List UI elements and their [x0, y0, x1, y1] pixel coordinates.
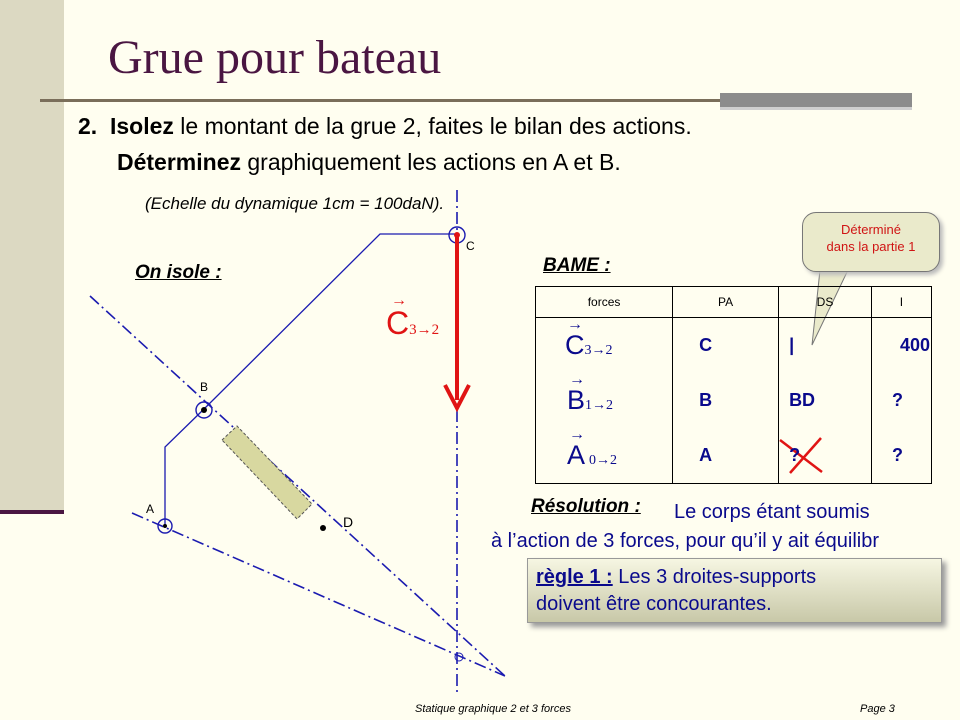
force-subscript: 3→2: [409, 322, 440, 338]
resolution-title: Résolution :: [531, 496, 641, 517]
i-cell: ?: [871, 428, 931, 484]
instruction-verb-1: Isolez: [109, 113, 174, 139]
rule-box: [527, 558, 942, 623]
vector-letter: B: [567, 385, 586, 415]
page-number: Page 3: [860, 703, 895, 715]
ds-cell: |: [779, 318, 872, 374]
resolution-text-1: Le corps étant soumis: [674, 501, 870, 523]
vector-b: [567, 371, 614, 416]
table-row: [536, 428, 932, 484]
table-row: [536, 373, 932, 428]
rule-label: règle 1 :: [536, 566, 613, 588]
pa-cell: C: [673, 318, 779, 374]
point-a-dot: [163, 524, 167, 528]
header-i: I: [871, 287, 931, 318]
vector-letter: A: [567, 440, 586, 470]
vector-subscript: 0→2: [589, 453, 618, 468]
callout-note: [802, 212, 940, 272]
bame-header-row: [536, 287, 932, 318]
vector-subscript: 1→2: [585, 398, 614, 413]
force-vector-arrow-icon: →: [391, 292, 407, 309]
callout-line-1: Déterminé: [841, 222, 901, 237]
force-cell: [536, 373, 673, 428]
vector-arrow-icon: →: [569, 371, 585, 388]
header-forces: forces: [536, 287, 673, 318]
vector-arrow-icon: →: [569, 426, 585, 443]
header-ds: DS: [779, 287, 872, 318]
vector-letter: C: [565, 330, 585, 360]
vector-arrow-icon: →: [567, 316, 583, 333]
point-d-dot: [320, 525, 326, 531]
label-b: B: [200, 380, 209, 394]
pa-cell: B: [673, 373, 779, 428]
rule-line-2: doivent être concourantes.: [536, 593, 772, 615]
instruction-number: 2.: [78, 113, 98, 139]
i-cell: 400: [871, 318, 931, 374]
slide-title: Grue pour bateau: [108, 31, 442, 84]
bame-table: [535, 286, 932, 484]
callout-line-2: dans la partie 1: [826, 239, 916, 254]
rule-text-1: Les 3 droites-supports: [612, 566, 817, 588]
on-isole-label: On isole :: [135, 262, 222, 283]
crane-upright: [165, 234, 455, 525]
rule-line-1: [536, 564, 933, 591]
ds-cell: ?: [779, 428, 872, 484]
bame-title: BAME :: [543, 255, 611, 276]
point-b-dot: [201, 407, 207, 413]
vector-a: [567, 426, 618, 471]
support-line-a: [132, 513, 505, 676]
i-cell: ?: [871, 373, 931, 428]
support-line-bd: [90, 296, 505, 676]
scale-note: (Echelle du dynamique 1cm = 100daN).: [145, 194, 445, 213]
vector-c: [565, 316, 613, 361]
force-letter: C: [386, 305, 410, 341]
resolution-text-2: à l’action de 3 forces, pour qu’il y ait équilibr: [491, 530, 879, 552]
force-cell: [536, 428, 673, 484]
table-row: [536, 318, 932, 374]
header-pa: PA: [673, 287, 779, 318]
footer-title: Statique graphique 2 et 3 forces: [415, 703, 571, 715]
label-c: C: [466, 239, 475, 253]
label-a: A: [146, 502, 155, 516]
pa-cell: A: [673, 428, 779, 484]
instruction-verb-2: Déterminez: [117, 149, 241, 175]
ds-cell: BD: [779, 373, 872, 428]
label-d: D: [343, 514, 354, 530]
instruction-text-2: graphiquement les actions en A et B.: [240, 149, 621, 175]
force-label-c32: [386, 292, 440, 342]
force-cell: [536, 318, 673, 374]
actuator-body: [222, 426, 312, 519]
vector-subscript: 3→2: [584, 343, 613, 358]
instruction-text-1: le montant de la grue 2, faites le bilan des actions.: [173, 113, 692, 139]
